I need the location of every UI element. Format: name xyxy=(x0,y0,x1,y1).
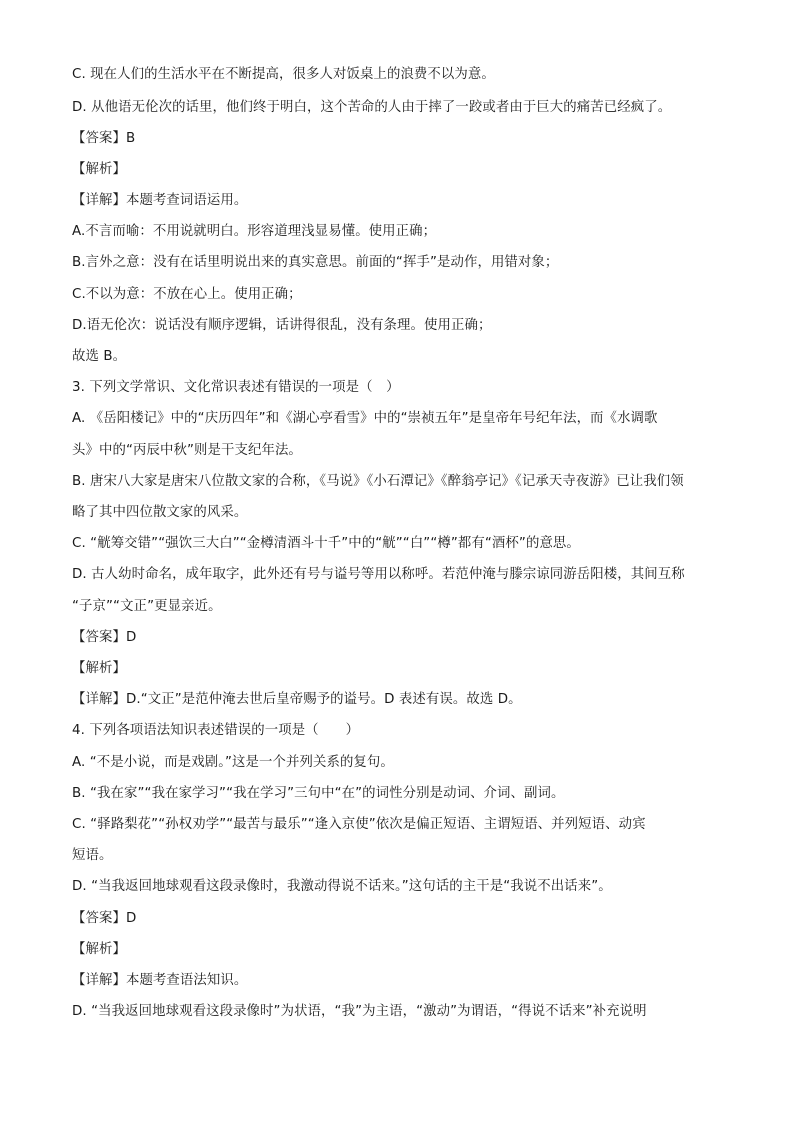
q4-analysis-label: 【解析】 xyxy=(72,942,126,957)
explanation-b: B.言外之意：没有在话里明说出来的真实意思。前面的“挥手”是动作，用错对象； xyxy=(72,255,559,270)
question-4-stem: 4. 下列各项语法知识表述错误的一项是（ ） xyxy=(72,723,360,738)
q3-option-a-line1: A. 《岳阳楼记》中的“庆历四年”和《湖心亭看雪》中的“崇祯五年”是皇帝年号纪年法，而《水调歌 xyxy=(72,411,658,426)
option-d-line: D. 从他语无伦次的话里，他们终于明白，这个苦命的人由于摔了一跤或者由于巨大的痛苦已经疯了。 xyxy=(72,100,672,115)
option-c-line: C. 现在人们的生活水平在不断提高，很多人对饭桌上的浪费不以为意。 xyxy=(72,67,495,82)
conclusion-line: 故选 B。 xyxy=(72,349,127,364)
q3-option-b-line1: B. 唐宋八大家是唐宋八位散文家的合称，《马说》《小石潭记》《醉翁亭记》《记承天寺夜游》已让我们领 xyxy=(72,474,684,489)
explanation-d: D.语无伦次：说话没有顺序逻辑，话讲得很乱，没有条理。使用正确； xyxy=(72,318,492,333)
analysis-label: 【解析】 xyxy=(72,162,126,177)
q3-option-a-line2: 头》中的“丙辰中秋”则是干支纪年法。 xyxy=(72,443,302,458)
q4-option-c-line1: C. “驿路梨花”“孙权劝学”“最苦与最乐”“逢入京使”依次是偏正短语、主谓短语、并列短语、动宾 xyxy=(72,817,646,832)
q3-option-d-line2: “子京”“文正”更显亲近。 xyxy=(72,599,222,614)
q4-option-c-line2: 短语。 xyxy=(72,848,113,863)
q4-detail-line: 【详解】本题考查语法知识。 xyxy=(72,973,248,988)
question-3-stem: 3. 下列文学常识、文化常识表述有错误的一项是（ ） xyxy=(72,380,400,395)
q4-answer-label: 【答案】D xyxy=(72,911,137,926)
q4-explanation-d: D. “当我返回地球观看这段录像时”为状语，“我”为主语，“激动”为谓语，“得说不话来”补充说明 xyxy=(72,1004,647,1019)
q3-answer-label: 【答案】D xyxy=(72,630,137,645)
detail-line: 【详解】本题考查词语运用。 xyxy=(72,193,248,208)
q4-option-b: B. “我在家”“我在家学习”“我在学习”三句中“在”的词性分别是动词、介词、副词。 xyxy=(72,786,565,801)
explanation-c: C.不以为意：不放在心上。使用正确； xyxy=(72,287,302,302)
q4-option-d: D. “当我返回地球观看这段录像时，我激动得说不话来。”这句话的主干是“我说不出话来”。 xyxy=(72,879,612,894)
q3-option-b-line2: 略了其中四位散文家的风采。 xyxy=(72,505,248,520)
answer-label: 【答案】B xyxy=(72,131,136,146)
q4-option-a: A. “不是小说，而是戏剧。”这是一个并列关系的复句。 xyxy=(72,755,394,770)
q3-analysis-label: 【解析】 xyxy=(72,661,126,676)
q3-option-c: C. “觥筹交错”“强饮三大白”“金樽清酒斗十千”中的“觥”“白”“樽”都有“酒杯”的意思。 xyxy=(72,536,580,551)
explanation-a: A.不言而喻：不用说就明白。形容道理浅显易懂。使用正确； xyxy=(72,224,437,239)
q3-detail-line: 【详解】D.“文正”是范仲淹去世后皇帝赐予的谥号。D 表述有误。故选 D。 xyxy=(72,692,522,707)
q3-option-d-line1: D. 古人幼时命名，成年取字，此外还有号与谥号等用以称呼。若范仲淹与滕宗谅同游岳阳楼，其间互称 xyxy=(72,567,685,582)
